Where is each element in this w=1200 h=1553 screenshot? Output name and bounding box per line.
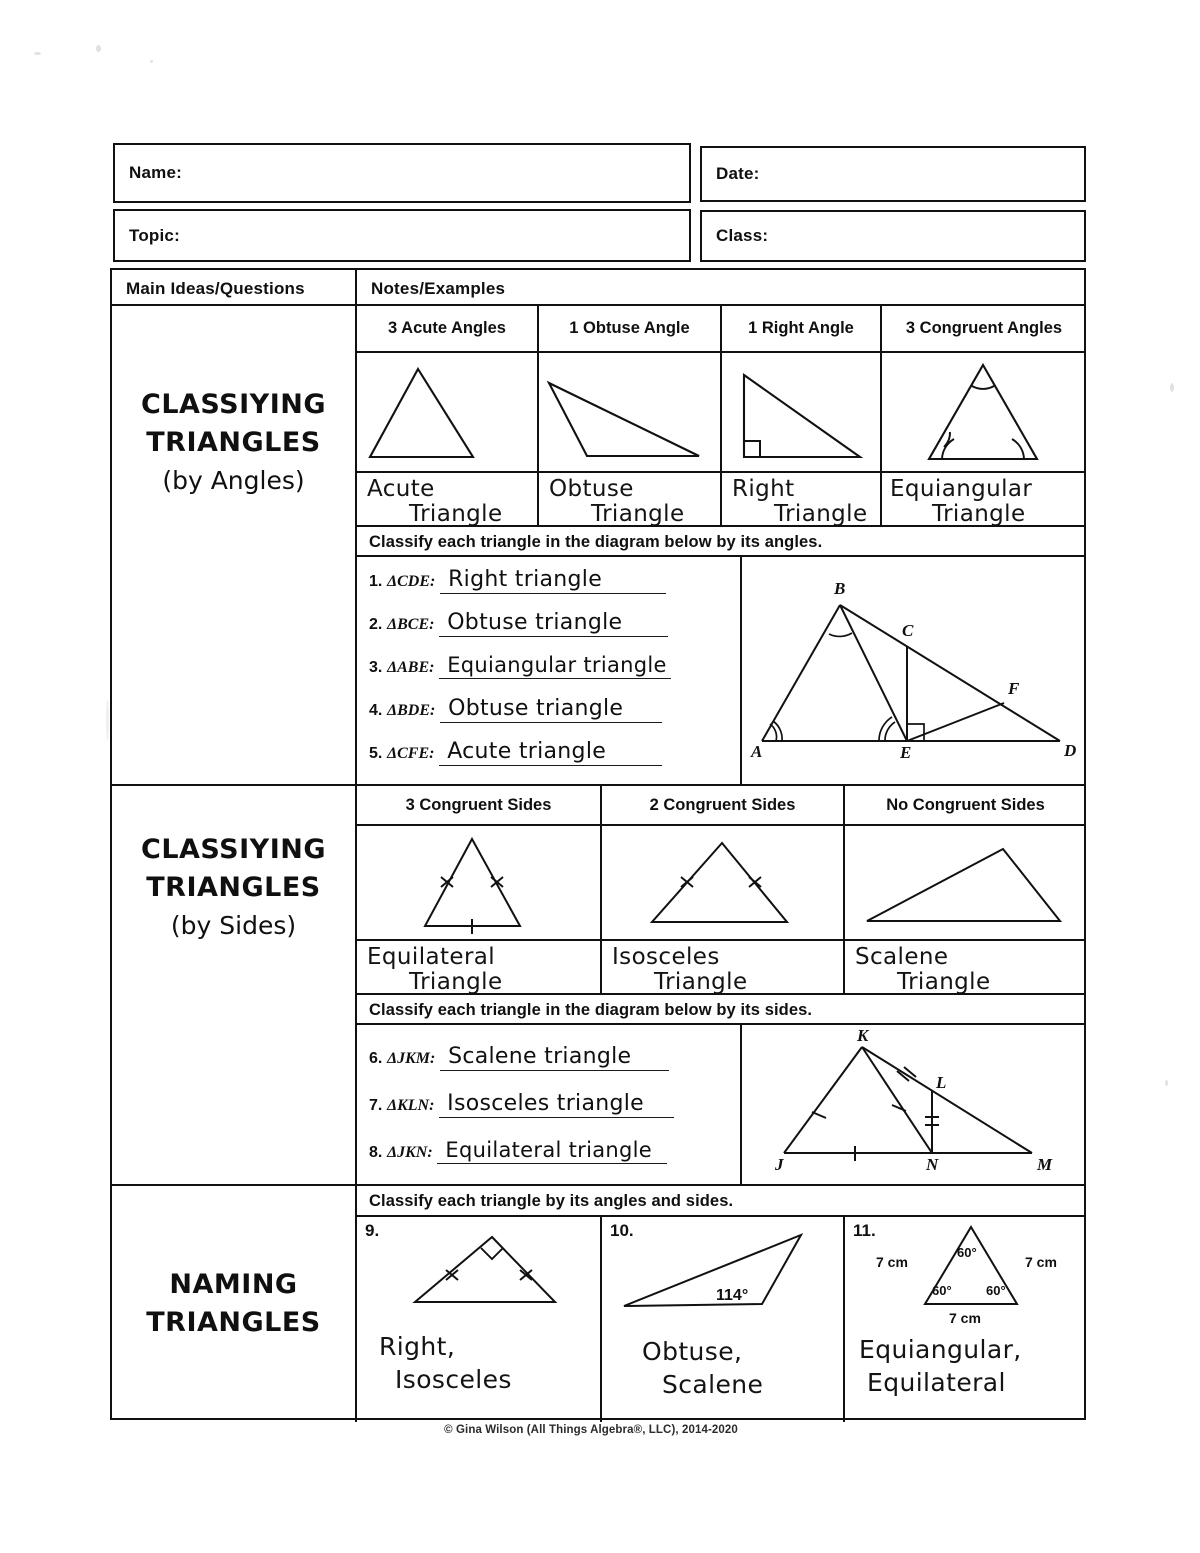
vertex-label-b: B [834, 579, 846, 598]
problem-11-answer-l2: Equilateral [867, 1368, 1006, 1397]
sides-answer-0 [355, 941, 600, 995]
problem-10-figure [602, 1223, 843, 1333]
problem-9-answer-l1: Right, [379, 1332, 456, 1361]
problem-11-angle-top: 60° [957, 1245, 977, 1260]
angles-col-head-3 [880, 306, 1086, 353]
question-number: 3. [369, 659, 383, 676]
question-triangle-name: ΔCDE: [387, 573, 436, 590]
question-triangle-name: ΔCFE: [387, 745, 435, 762]
angles-col-head-3-text: 3 Congruent Angles [905, 319, 1063, 338]
scan-speck [1170, 383, 1174, 392]
problem-10-number: 10. [610, 1221, 634, 1240]
problem-9-number: 9. [365, 1221, 380, 1240]
angles-answer-0-l2: Triangle [409, 500, 503, 527]
acute-triangle-figure [357, 353, 537, 473]
question-answer[interactable]: Obtuse triangle [440, 696, 662, 723]
vertex-label-d: D [1064, 741, 1077, 760]
problem-11-number: 11. [853, 1221, 876, 1240]
triangle-diagram-abcdef [742, 557, 1086, 786]
sides-answer-1 [600, 941, 843, 995]
question-triangle-name: ΔKLN: [387, 1097, 435, 1114]
question-answer[interactable]: Equiangular triangle [439, 653, 671, 679]
scan-speck [34, 52, 41, 55]
angles-instruction-row [355, 527, 1086, 557]
equiangular-triangle-figure [882, 353, 1086, 473]
question-triangle-name: ΔBCE: [387, 616, 435, 633]
question-number: 4. [369, 702, 383, 719]
sides-figure-scalene [843, 826, 1086, 941]
vertex-label-a: A [751, 742, 763, 761]
angles-answer-1-l1: Obtuse [549, 476, 634, 502]
question-number: 2. [369, 616, 383, 633]
sides-col-head-2-text: No Congruent Sides [886, 795, 1045, 814]
problem-10-answer[interactable] [642, 1335, 763, 1401]
sides-answer-2-l1: Scalene [855, 944, 949, 970]
vertex-label-c: C [902, 621, 914, 640]
question-triangle-name: ΔJKN: [387, 1144, 433, 1161]
angles-diagram-cell [740, 557, 1086, 786]
angles-instruction-text: Classify each triangle in the diagram below by its angles. [369, 533, 823, 551]
naming-triangles-title [112, 1266, 355, 1343]
sides-answer-1-l1: Isosceles [612, 944, 720, 970]
class-field[interactable] [700, 210, 1086, 262]
vertex-label-l: L [936, 1073, 947, 1092]
vertex-label-k: K [857, 1026, 869, 1045]
question-answer[interactable]: Scalene triangle [440, 1044, 669, 1071]
problem-11-side-bottom: 7 cm [949, 1310, 981, 1326]
angles-answer-3-l2: Triangle [932, 500, 1026, 527]
question-answer[interactable]: Obtuse triangle [439, 610, 668, 637]
vertex-label-j: J [775, 1155, 784, 1174]
naming-title-line1: NAMING [169, 1269, 298, 1300]
angles-answer-0 [355, 473, 537, 527]
sides-instruction-text: Classify each triangle in the diagram below by its sides. [369, 1001, 813, 1019]
section-naming-title-cell [112, 1186, 355, 1422]
name-label: Name: [129, 163, 182, 182]
scan-speck [1165, 1080, 1168, 1086]
angles-col-head-1-text: 1 Obtuse Angle [569, 319, 690, 338]
angles-questions-cell [355, 557, 740, 786]
sides-subtitle: (by Sides) [170, 910, 297, 940]
angles-answer-1-l2: Triangle [591, 500, 685, 527]
sides-title-line1: CLASSIYING [141, 834, 326, 865]
date-field[interactable] [700, 146, 1086, 202]
angles-figure-right [720, 353, 880, 473]
problem-11-side-right: 7 cm [1025, 1254, 1057, 1270]
vertex-label-e: E [900, 743, 912, 762]
question-row[interactable] [369, 1138, 667, 1164]
class-label: Class: [716, 226, 769, 245]
classifying-sides-title [112, 831, 355, 943]
sides-answer-1-l2: Triangle [654, 968, 748, 995]
notes-label: Notes/Examples [371, 279, 506, 298]
problem-11-angle-right: 60° [986, 1283, 1006, 1298]
scan-speck [96, 45, 101, 52]
question-row[interactable] [369, 1091, 674, 1118]
equilateral-triangle-figure [357, 826, 600, 941]
sides-answer-2-text [855, 945, 991, 995]
problem-10-angle-label: 114° [716, 1287, 749, 1304]
question-answer[interactable]: Acute triangle [439, 739, 662, 766]
question-number: 8. [369, 1144, 383, 1161]
topic-field[interactable] [113, 209, 691, 262]
question-row[interactable] [369, 739, 662, 766]
section-sides-title-cell [112, 786, 355, 1186]
question-triangle-name: ΔBDE: [387, 702, 436, 719]
sides-answer-1-text [612, 945, 748, 995]
problem-11-answer[interactable] [859, 1333, 1022, 1399]
main-ideas-label: Main Ideas/Questions [126, 279, 305, 298]
question-row[interactable] [369, 610, 668, 637]
sides-col-head-0 [355, 786, 600, 826]
triangle-diagram-jklmn [742, 1025, 1086, 1186]
angles-title-line2: TRIANGLES [146, 427, 321, 459]
angles-figure-obtuse [537, 353, 720, 473]
problem-9-answer[interactable] [379, 1330, 512, 1396]
question-number: 6. [369, 1050, 383, 1067]
naming-title-line2: TRIANGLES [146, 1307, 321, 1339]
isosceles-triangle-figure [602, 826, 843, 941]
name-field[interactable] [113, 143, 691, 203]
sides-answer-2-l2: Triangle [897, 968, 991, 995]
question-number: 7. [369, 1097, 383, 1114]
sides-col-head-0-text: 3 Congruent Sides [405, 795, 552, 814]
question-row[interactable] [369, 696, 662, 723]
right-triangle-figure [722, 353, 880, 473]
angles-col-head-0-text: 3 Acute Angles [388, 319, 506, 338]
table-header-main-ideas [112, 270, 355, 306]
angles-col-head-0 [355, 306, 537, 353]
topic-label: Topic: [129, 225, 180, 245]
angles-answer-0-text [367, 477, 503, 527]
angles-answer-2-l2: Triangle [774, 500, 868, 527]
angles-subtitle: (by Angles) [162, 465, 305, 495]
problem-11-answer-l1: Equiangular, [859, 1335, 1022, 1364]
angles-answer-2-text [732, 477, 868, 527]
naming-instruction-text: Classify each triangle by its angles and sides. [369, 1192, 734, 1210]
question-answer[interactable]: Right triangle [440, 567, 666, 594]
date-label: Date: [716, 164, 760, 183]
question-row[interactable] [369, 567, 666, 594]
sides-title-line2: TRIANGLES [146, 872, 321, 904]
angles-answer-3 [880, 473, 1086, 527]
sides-figure-equilateral [355, 826, 600, 941]
copyright-footer: © Gina Wilson (All Things Algebra®, LLC), 2014-2020 [444, 1424, 738, 1436]
question-triangle-name: ΔJKM: [387, 1050, 436, 1067]
vertex-label-n: N [926, 1155, 939, 1174]
scan-speck [150, 60, 153, 63]
angles-answer-1-text [549, 477, 685, 527]
sides-col-head-1 [600, 786, 843, 826]
naming-problem-11 [843, 1217, 1086, 1422]
angles-figure-acute [355, 353, 537, 473]
vertex-label-f: F [1008, 679, 1020, 698]
question-answer[interactable]: Isosceles triangle [439, 1091, 674, 1118]
question-triangle-name: ΔABE: [387, 659, 435, 676]
angles-col-head-2-text: 1 Right Angle [748, 319, 854, 338]
sides-questions-cell [355, 1025, 740, 1186]
angles-answer-1 [537, 473, 720, 527]
sides-diagram-cell [740, 1025, 1086, 1186]
angles-answer-3-text [890, 477, 1032, 527]
section-angles-title-cell [112, 306, 355, 786]
angles-col-head-1 [537, 306, 720, 353]
sides-col-head-2 [843, 786, 1086, 826]
notes-table [110, 268, 1086, 1420]
scalene-triangle-figure [845, 826, 1086, 941]
question-row[interactable] [369, 1044, 669, 1071]
angles-answer-2 [720, 473, 880, 527]
naming-problem-9 [355, 1217, 600, 1422]
angles-col-head-2 [720, 306, 880, 353]
sides-answer-0-l1: Equilateral [367, 944, 496, 970]
question-number: 1. [369, 573, 383, 590]
angles-answer-2-l1: Right [732, 476, 795, 502]
problem-10-answer-l1: Obtuse, [642, 1337, 743, 1366]
vertex-label-m: M [1037, 1155, 1053, 1174]
angles-answer-0-l1: Acute [367, 476, 435, 502]
angles-figure-equiangular [880, 353, 1086, 473]
classifying-angles-title [112, 386, 355, 498]
problem-10-answer-l2: Scalene [662, 1370, 764, 1399]
problem-11-side-left: 7 cm [876, 1254, 908, 1270]
scan-speck [106, 700, 109, 740]
angles-answer-3-l1: Equiangular [890, 476, 1033, 502]
problem-9-figure [357, 1223, 600, 1333]
question-row[interactable] [369, 653, 671, 679]
sides-answer-0-text [367, 945, 503, 995]
question-number: 5. [369, 745, 383, 762]
obtuse-triangle-figure [539, 353, 720, 473]
angles-title-line1: CLASSIYING [141, 389, 326, 420]
sides-instruction-row [355, 995, 1086, 1025]
naming-problem-10 [600, 1217, 843, 1422]
problem-11-angle-left: 60° [932, 1283, 952, 1298]
problem-9-answer-l2: Isosceles [395, 1365, 512, 1394]
sides-figure-isosceles [600, 826, 843, 941]
sides-answer-0-l2: Triangle [409, 968, 503, 995]
naming-instruction-row [355, 1186, 1086, 1217]
question-answer[interactable]: Equilateral triangle [437, 1138, 667, 1164]
sides-col-head-1-text: 2 Congruent Sides [649, 795, 796, 814]
sides-answer-2 [843, 941, 1086, 995]
table-header-notes [355, 270, 1086, 306]
